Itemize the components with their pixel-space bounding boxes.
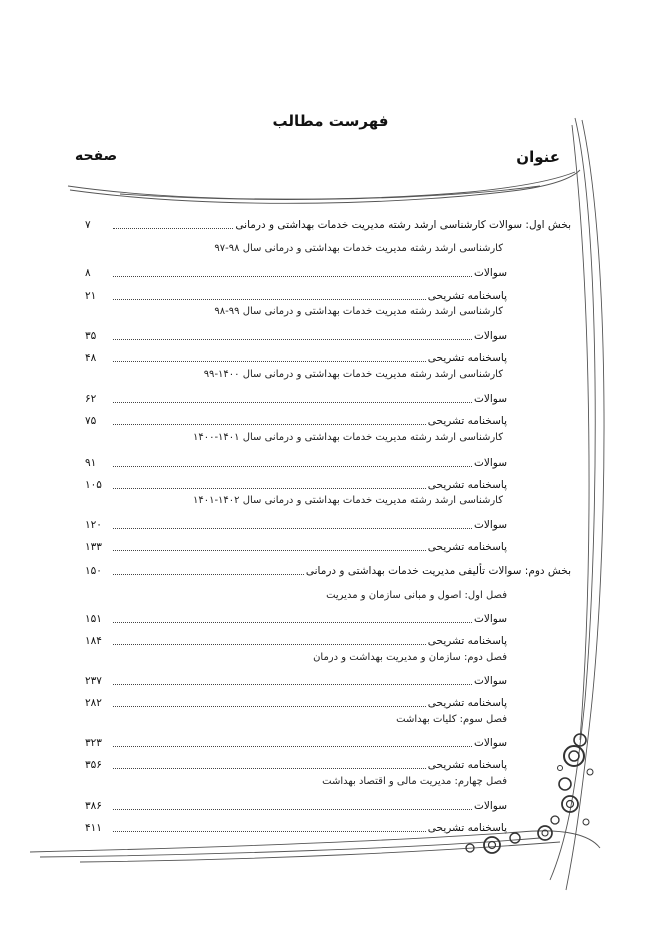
column-header-title: عنوان bbox=[516, 148, 560, 166]
toc-entry-questions[interactable] bbox=[85, 262, 507, 280]
dot-leader bbox=[113, 339, 472, 340]
dot-leader bbox=[113, 768, 426, 769]
toc-entry-label: پاسخنامه تشریحی bbox=[427, 541, 507, 553]
toc-page-number: ۲۱ bbox=[85, 290, 97, 302]
toc-page-number: ۱۵۱ bbox=[85, 613, 102, 625]
toc-entry-answers[interactable] bbox=[85, 474, 507, 492]
toc-entry-questions[interactable] bbox=[85, 325, 507, 343]
dot-leader bbox=[113, 809, 472, 810]
toc-page-number: ۳۵ bbox=[85, 330, 97, 342]
toc-year-heading: کارشناسی ارشد رشته مدیریت خدمات بهداشتی و درمانی سال ۱۴۰۲-۱۴۰۱ bbox=[192, 495, 503, 506]
toc-entry-label: سوالات bbox=[473, 613, 507, 625]
toc-page-number: ۳۵۶ bbox=[85, 759, 102, 771]
toc-page-number: ۲۸۲ bbox=[85, 697, 102, 709]
dot-leader bbox=[113, 402, 472, 403]
dot-leader bbox=[113, 228, 233, 229]
toc-year-heading: کارشناسی ارشد رشته مدیریت خدمات بهداشتی و درمانی سال ۱۴۰۰-۹۹ bbox=[203, 369, 503, 380]
dot-leader bbox=[113, 466, 472, 467]
dot-leader bbox=[113, 684, 472, 685]
toc-entry-label: سوالات bbox=[473, 457, 507, 469]
toc-page-number: ۳۸۶ bbox=[85, 800, 102, 812]
toc-entry-label: سوالات bbox=[473, 393, 507, 405]
toc-entry-label: سوالات bbox=[473, 330, 507, 342]
toc-entry-answers[interactable] bbox=[85, 285, 507, 303]
dot-leader bbox=[113, 299, 426, 300]
toc-entry-label: پاسخنامه تشریحی bbox=[427, 635, 507, 647]
toc-year-heading: کارشناسی ارشد رشته مدیریت خدمات بهداشتی و درمانی سال ۹۸-۹۷ bbox=[214, 243, 503, 254]
toc-part-2[interactable] bbox=[85, 560, 571, 578]
toc-entry-answers[interactable] bbox=[85, 536, 507, 554]
toc-page-number: ۴۸ bbox=[85, 352, 97, 364]
column-header-page: صفحه bbox=[75, 148, 118, 164]
toc-chapter-heading: فصل چهارم: مدیریت مالی و اقتصاد بهداشت bbox=[322, 776, 507, 787]
toc-entry-questions[interactable] bbox=[85, 795, 507, 813]
toc-chapter-heading: فصل اول: اصول و مبانی سازمان و مدیریت bbox=[326, 590, 507, 601]
toc-entry-questions[interactable] bbox=[85, 732, 507, 750]
dot-leader bbox=[113, 424, 426, 425]
toc-entry-questions[interactable] bbox=[85, 388, 507, 406]
dot-leader bbox=[113, 488, 426, 489]
toc-page-number: ۸ bbox=[85, 267, 91, 279]
toc-entry-answers[interactable] bbox=[85, 754, 507, 772]
toc-entry-answers[interactable] bbox=[85, 410, 507, 428]
toc-entry-label: سوالات bbox=[473, 737, 507, 749]
toc-page-number: ۱۲۰ bbox=[85, 519, 102, 531]
toc-page-number: ۱۰۵ bbox=[85, 479, 102, 491]
toc-year-heading: کارشناسی ارشد رشته مدیریت خدمات بهداشتی و درمانی سال ۱۴۰۱-۱۴۰۰ bbox=[192, 432, 503, 443]
toc-entry-questions[interactable] bbox=[85, 514, 507, 532]
toc-entry-label: بخش دوم: سوالات تألیفی مدیریت خدمات بهداشتی و درمانی bbox=[305, 565, 571, 577]
toc-entry-answers[interactable] bbox=[85, 817, 507, 835]
toc-year-heading: کارشناسی ارشد رشته مدیریت خدمات بهداشتی و درمانی سال ۹۹-۹۸ bbox=[214, 306, 503, 317]
toc-page-number: ۹۱ bbox=[85, 457, 97, 469]
toc-entry-label: پاسخنامه تشریحی bbox=[427, 352, 507, 364]
toc-entry-label: پاسخنامه تشریحی bbox=[427, 479, 507, 491]
toc-entry-questions[interactable] bbox=[85, 608, 507, 626]
toc-chapter-heading: فصل سوم: کلیات بهداشت bbox=[396, 714, 507, 725]
toc-entry-label: پاسخنامه تشریحی bbox=[427, 697, 507, 709]
toc-entry-answers[interactable] bbox=[85, 692, 507, 710]
toc-part-1[interactable] bbox=[85, 214, 571, 232]
toc-entry-label: پاسخنامه تشریحی bbox=[427, 290, 507, 302]
toc-page-number: ۴۱۱ bbox=[85, 822, 102, 834]
toc-page-number: ۳۲۳ bbox=[85, 737, 102, 749]
toc-chapter-heading: فصل دوم: سازمان و مدیریت بهداشت و درمان bbox=[313, 652, 507, 663]
dot-leader bbox=[113, 831, 426, 832]
dot-leader bbox=[113, 550, 426, 551]
toc-entry-label: سوالات bbox=[473, 267, 507, 279]
toc-entry-label: سوالات bbox=[473, 519, 507, 531]
toc-title: فهرست مطالب bbox=[272, 112, 389, 130]
toc-entry-label: سوالات bbox=[473, 675, 507, 687]
toc-page-number: ۱۸۴ bbox=[85, 635, 102, 647]
dot-leader bbox=[113, 746, 472, 747]
toc-entry-questions[interactable] bbox=[85, 452, 507, 470]
toc-page-number: ۲۳۷ bbox=[85, 675, 102, 687]
dot-leader bbox=[113, 644, 426, 645]
toc-entry-answers[interactable] bbox=[85, 347, 507, 365]
toc-entry-label: سوالات bbox=[473, 800, 507, 812]
toc-entry-answers[interactable] bbox=[85, 630, 507, 648]
toc-page-number: ۷ bbox=[85, 219, 91, 231]
toc-entry-label: پاسخنامه تشریحی bbox=[427, 415, 507, 427]
toc-page-number: ۱۳۳ bbox=[85, 541, 102, 553]
dot-leader bbox=[113, 706, 426, 707]
dot-leader bbox=[113, 361, 426, 362]
toc-entry-questions[interactable] bbox=[85, 670, 507, 688]
toc-page-number: ۷۵ bbox=[85, 415, 97, 427]
toc-page-number: ۶۲ bbox=[85, 393, 97, 405]
toc-page-number: ۱۵۰ bbox=[85, 565, 102, 577]
dot-leader bbox=[113, 276, 472, 277]
toc-entry-label: بخش اول: سوالات کارشناسی ارشد رشته مدیریت خدمات بهداشتی و درمانی bbox=[235, 219, 571, 231]
dot-leader bbox=[113, 622, 472, 623]
dot-leader bbox=[113, 528, 472, 529]
toc-entry-label: پاسخنامه تشریحی bbox=[427, 822, 507, 834]
dot-leader bbox=[113, 574, 304, 575]
toc-entry-label: پاسخنامه تشریحی bbox=[427, 759, 507, 771]
